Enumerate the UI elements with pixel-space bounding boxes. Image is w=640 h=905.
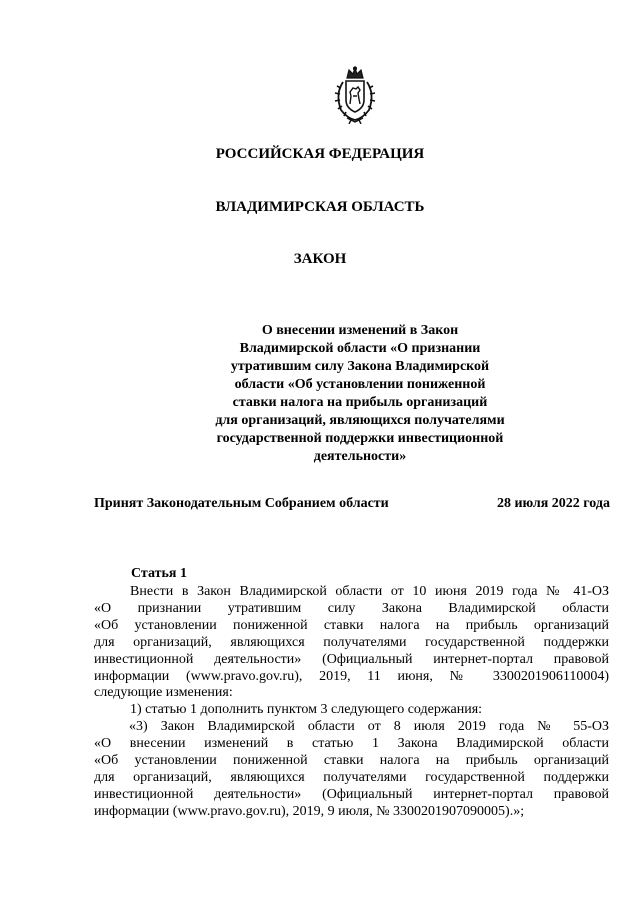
article-line: 1) статью 1 дополнить пунктом 3 следующего содержания: xyxy=(130,702,483,718)
article-line: информации (www.pravo.gov.ru), 2019, 11 июня, № 3300201906110004) xyxy=(94,668,609,684)
document-type-heading: ЗАКОН xyxy=(293,251,347,267)
law-title-line: утратившим силу Закона Владимирской xyxy=(230,359,490,374)
article-line: «О внесении изменений в статью 1 Закона Владимирской области xyxy=(94,736,609,752)
article-line: «Об установлении пониженной ставки налога на прибыль организаций xyxy=(94,753,609,769)
law-title-line: государственной поддержки инвестиционной xyxy=(216,431,504,446)
article-body xyxy=(94,584,609,821)
law-title-line: деятельности» xyxy=(313,449,407,464)
adoption-date: 28 июля 2022 года xyxy=(496,496,610,511)
article-line: инвестиционной деятельности» (Официальный интернет-портал правовой xyxy=(94,651,609,667)
article-line: «О признании утратившим силу Закона Владимирской области xyxy=(94,600,609,616)
law-title xyxy=(180,322,540,466)
article-line: «Об установлении пониженной ставки налога на прибыль организаций xyxy=(94,617,609,633)
country-heading: РОССИЙСКАЯ ФЕДЕРАЦИЯ xyxy=(215,146,425,162)
article-line: «3) Закон Владимирской области от 8 июля 2019 года № 55-ОЗ xyxy=(129,719,609,735)
article-line: инвестиционной деятельности» (Официальный интернет-портал правовой xyxy=(94,786,609,802)
law-title-line: для организаций, являющихся получателями xyxy=(215,413,505,428)
article-line: Внести в Закон Владимирской области от 10 июня 2019 года № 41-ОЗ xyxy=(130,584,609,599)
article-line: для организаций, являющихся получателями государственной поддержки xyxy=(94,634,609,650)
law-title-line: Владимирской области «О признании xyxy=(239,341,481,356)
region-heading: ВЛАДИМИРСКАЯ ОБЛАСТЬ xyxy=(215,199,425,215)
law-title-line: О внесении изменений в Закон xyxy=(261,323,459,338)
law-title-line: области «Об установлении пониженной xyxy=(234,377,486,392)
law-title-line: ставки налога на прибыль организаций xyxy=(232,395,488,410)
article-line: следующие изменения: xyxy=(94,685,233,701)
article-line: информации (www.pravo.gov.ru), 2019, 9 июля, № 3300201907090005).»; xyxy=(94,803,525,819)
adopted-by-label: Принят Законодательным Собранием области xyxy=(94,496,389,511)
article-line: для организаций, являющихся получателями государственной поддержки xyxy=(94,769,609,785)
coat-of-arms-icon xyxy=(329,66,381,124)
article-heading: Статья 1 xyxy=(131,566,187,581)
